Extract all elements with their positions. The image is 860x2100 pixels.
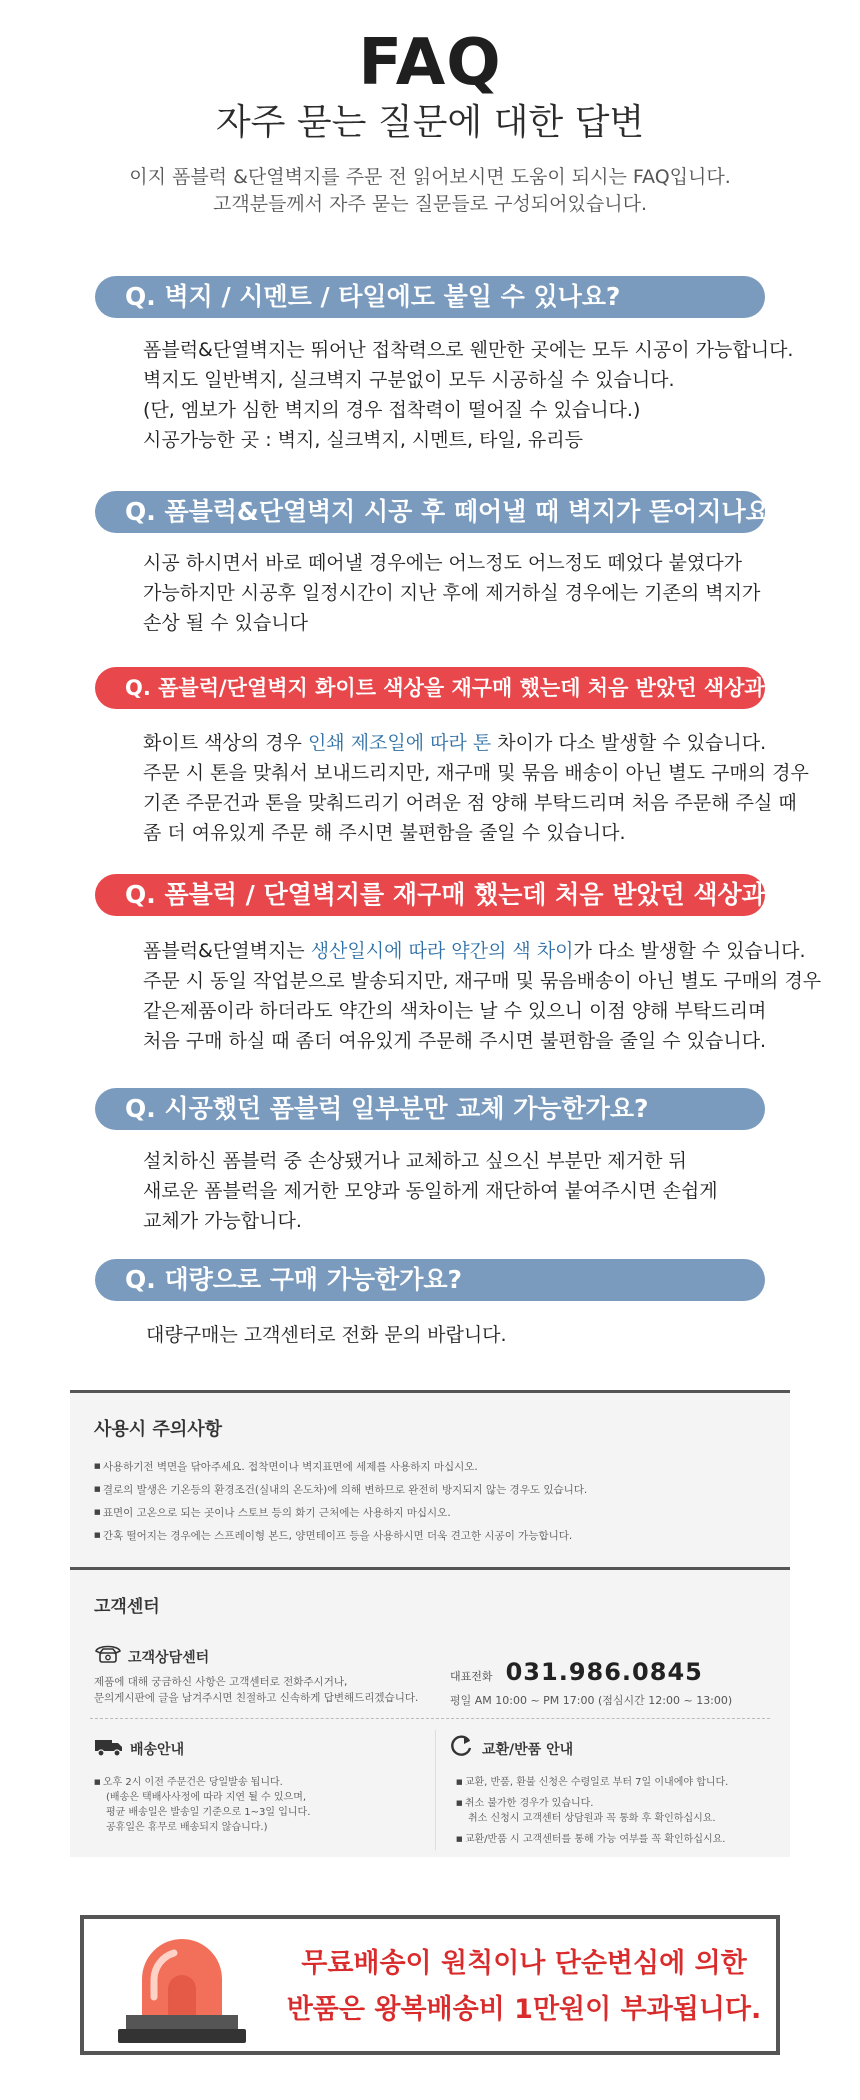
divider: [435, 1730, 436, 1850]
consult-title: 고객상담센터: [128, 1650, 210, 1666]
answer-text: 가 다소 발생할 수 있습니다.: [573, 940, 806, 962]
faq-question-2: Q. 폼블럭&단열벽지 시공 후 떼어낼 때 벽지가 뜯어지나요?: [95, 491, 765, 533]
consult-desc-line: 제품에 대해 궁금하신 사항은 고객센터로 전화주시거나,: [94, 1676, 348, 1688]
caution-item: ■ 결로의 발생은 기온등의 환경조건(실내의 온도차)에 의해 변하므로 완전히 방지되지 않는 경우도 있습니다.: [94, 1478, 766, 1501]
siren-icon: [114, 1927, 264, 2051]
return-title: 교환/반품 안내: [482, 1742, 574, 1758]
phone-label: 대표전화: [450, 1670, 493, 1683]
caution-item: ■ 표면이 고온으로 되는 곳이나 스토브 등의 화기 근처에는 사용하지 마십시오.: [94, 1501, 766, 1524]
answer-line: 처음 구매 하실 때 좀더 여유있게 주문해 주시면 불편함을 줄일 수 있습니다.: [143, 1030, 767, 1052]
faq-answer-2: [143, 548, 813, 638]
answer-line: 손상 될 수 있습니다: [143, 612, 308, 634]
banner-text: [284, 1941, 764, 2033]
customer-center-section: [70, 1567, 790, 1857]
delivery-item: 평균 배송일은 발송일 기준으로 1~3일 입니다.: [106, 1807, 311, 1818]
page-title: FAQ: [358, 26, 502, 100]
business-hours: 평일 AM 10:00 ~ PM 17:00 (점심시간 12:00 ~ 13:00): [450, 1694, 733, 1707]
answer-line: 주문 시 동일 작업분으로 발송되지만, 재구매 및 묶음배송이 아닌 별도 구매의 경우: [143, 970, 822, 992]
answer-line: 폼블럭&단열벽지는 뛰어난 접착력으로 웬만한 곳에는 모두 시공이 가능합니다.: [143, 339, 794, 361]
caution-item: ■ 간혹 떨어지는 경우에는 스프레이형 본드, 양면테이프 등을 사용하시면 더욱 견고한 시공이 가능합니다.: [94, 1524, 766, 1547]
page-subtitle: 자주 묻는 질문에 대한 답변: [215, 102, 645, 143]
faq-answer-1: [143, 335, 813, 455]
answer-text: 차이가 다소 발생할 수 있습니다.: [491, 732, 767, 754]
return-list: [456, 1775, 728, 1847]
answer-line: 주문 시 톤을 맞춰서 보내드리지만, 재구매 및 묶음 배송이 아닌 별도 구매의 경우: [143, 762, 809, 784]
answer-line: [143, 728, 813, 758]
answer-line: [143, 936, 813, 966]
truck-icon: [94, 1737, 124, 1761]
faq-answer-5: [143, 1146, 813, 1236]
return-item: ■ 교환/반품 시 고객센터를 통해 가능 여부를 꼭 확인하십시요.: [456, 1832, 728, 1847]
answer-highlight: 생산일시에 따라 약간의 색 차이: [310, 940, 574, 962]
intro-line-1: 이지 폼블럭 &단열벽지를 주문 전 읽어보시면 도움이 되시는 FAQ입니다.: [129, 166, 731, 188]
answer-line: (단, 엠보가 심한 벽지의 경우 접착력이 떨어질 수 있습니다.): [143, 399, 641, 421]
faq-answer-3: [143, 728, 813, 848]
delivery-title: 배송안내: [130, 1742, 185, 1758]
phone-icon: [94, 1644, 122, 1668]
banner-line-1: 무료배송이 원칙이나 단순변심에 의한: [301, 1948, 747, 1979]
caution-section: [70, 1390, 790, 1567]
answer-text: 폼블럭&단열벽지는: [143, 940, 311, 962]
return-item: ■ 교환, 반품, 환불 신청은 수령일로 부터 7일 이내에야 합니다.: [456, 1775, 728, 1790]
answer-line: 시공 하시면서 바로 떼어낼 경우에는 어느정도 어느정도 떼었다 붙였다가: [143, 552, 742, 574]
phone-number[interactable]: 031.986.0845: [505, 1658, 703, 1686]
faq-question-4: Q. 폼블럭 / 단열벽지를 재구매 했는데 처음 받았던 색상과 달라요: [95, 874, 765, 916]
refresh-icon: [448, 1733, 474, 1763]
answer-line: 벽지도 일반벽지, 실크벽지 구분없이 모두 시공하실 수 있습니다.: [143, 369, 675, 391]
faq-question-5: Q. 시공했던 폼블럭 일부분만 교체 가능한가요?: [95, 1088, 765, 1130]
consult-desc-line: 문의게시판에 글을 남겨주시면 친절하고 신속하게 답변해드리겠습니다.: [94, 1692, 419, 1704]
delivery-list: [94, 1775, 310, 1835]
answer-line: 설치하신 폼블럭 중 손상됐거나 교체하고 싶으신 부분만 제거한 뒤: [143, 1150, 687, 1172]
consult-desc: [94, 1674, 418, 1706]
caution-item: ■ 사용하기전 벽면을 닦아주세요. 접착면이나 벽지표면에 세제를 사용하지 마십시오.: [94, 1455, 766, 1478]
answer-line: 대량구매는 고객센터로 전화 문의 바랍니다.: [146, 1324, 507, 1346]
faq-answer-6: [146, 1320, 816, 1350]
delivery-item: ■ 오후 2시 이전 주문건은 당일발송 됩니다.: [94, 1775, 310, 1790]
divider: [90, 1718, 770, 1719]
faq-question-6: Q. 대량으로 구매 가능한가요?: [95, 1259, 765, 1301]
faq-question-3: Q. 폼블럭/단열벽지 화이트 색상을 재구매 했는데 처음 받았던 색상과 달라요.: [95, 667, 765, 709]
answer-line: 같은제품이라 하더라도 약간의 색차이는 날 수 있으니 이점 양해 부탁드리며: [143, 1000, 767, 1022]
answer-line: 가능하지만 시공후 일정시간이 지난 후에 제거하실 경우에는 기존의 벽지가: [143, 582, 761, 604]
answer-line: 교체가 가능합니다.: [143, 1210, 302, 1232]
answer-line: 시공가능한 곳 : 벽지, 실크벽지, 시멘트, 타일, 유리등: [143, 429, 583, 451]
intro-line-2: 고객분들께서 자주 묻는 질문들로 구성되어있습니다.: [213, 193, 647, 215]
caution-title: 사용시 주의사항: [94, 1419, 222, 1440]
faq-question-1: Q. 벽지 / 시멘트 / 타일에도 붙일 수 있나요?: [95, 276, 765, 318]
delivery-item: (배송은 택배사사정에 따라 지연 될 수 있으며,: [106, 1792, 307, 1803]
delivery-item: 공휴일은 휴무로 배송되지 않습니다.): [106, 1822, 268, 1833]
customer-center-title: 고객센터: [94, 1597, 160, 1617]
phone-block: [450, 1658, 703, 1686]
answer-line: 좀 더 여유있게 주문 해 주시면 불편함을 줄일 수 있습니다.: [143, 822, 626, 844]
answer-line: 기존 주문건과 톤을 맞춰드리기 어려운 점 양해 부탁드리며 처음 주문해 주실 때: [143, 792, 797, 814]
return-item: ■ 취소 불가한 경우가 있습니다.: [456, 1796, 728, 1811]
page-intro: [0, 164, 860, 218]
return-item: 취소 신청시 고객센터 상담원과 꼭 통화 후 확인하십시요.: [468, 1813, 716, 1824]
banner-line-2: 반품은 왕복배송비 1만원이 부과됩니다.: [286, 1994, 762, 2025]
caution-list: [94, 1455, 766, 1547]
faq-answer-4: [143, 936, 822, 1056]
return-fee-banner: [80, 1915, 780, 2055]
answer-highlight: 인쇄 제조일에 따라 톤: [307, 732, 492, 754]
answer-text: 화이트 색상의 경우: [143, 732, 308, 754]
answer-line: 새로운 폼블럭을 제거한 모양과 동일하게 재단하여 붙여주시면 손쉽게: [143, 1180, 718, 1202]
